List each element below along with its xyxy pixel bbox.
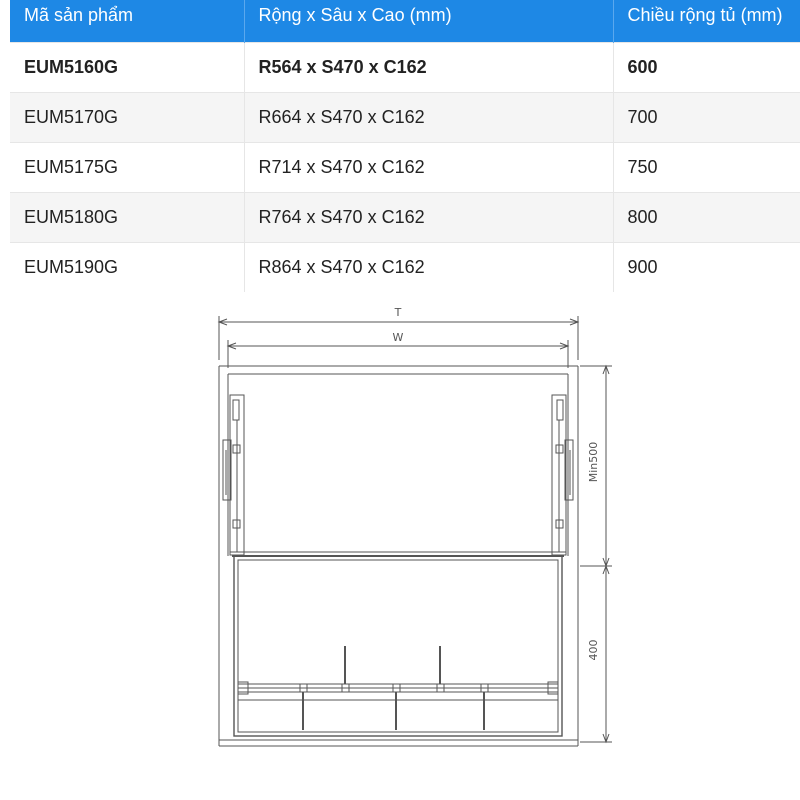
header-dimensions: Rộng x Sâu x Cao (mm) (244, 0, 613, 42)
cell-dimensions: R664 x S470 x C162 (244, 92, 613, 142)
header-product-code: Mã sản phẩm (10, 0, 244, 42)
header-cabinet-width: Chiều rộng tủ (mm) (613, 0, 800, 42)
cell-cabinet-width: 750 (613, 142, 800, 192)
inner-width-label: W (392, 331, 404, 344)
cell-product-code: EUM5160G (10, 42, 244, 92)
cell-product-code: EUM5190G (10, 242, 244, 292)
drawer-height-label: 400 (587, 639, 600, 661)
cell-product-code: EUM5175G (10, 142, 244, 192)
table-row (10, 242, 800, 292)
table-row (10, 42, 800, 92)
right-runner (552, 395, 573, 555)
total-width-label: T (394, 306, 402, 319)
inner-width-dimension (228, 340, 568, 368)
table-row (10, 92, 800, 142)
cell-product-code: EUM5180G (10, 192, 244, 242)
cell-cabinet-width: 700 (613, 92, 800, 142)
left-runner (223, 395, 244, 555)
cell-cabinet-width: 900 (613, 242, 800, 292)
cell-dimensions: R864 x S470 x C162 (244, 242, 613, 292)
spec-table (10, 0, 800, 292)
table-header-row (10, 0, 800, 42)
cell-cabinet-width: 600 (613, 42, 800, 92)
table-row (10, 192, 800, 242)
cell-product-code: EUM5170G (10, 92, 244, 142)
drawer-basket (230, 552, 566, 736)
table-row (10, 142, 800, 192)
cell-dimensions: R714 x S470 x C162 (244, 142, 613, 192)
cell-dimensions: R764 x S470 x C162 (244, 192, 613, 242)
drawer-technical-drawing (0, 300, 800, 800)
cell-cabinet-width: 800 (613, 192, 800, 242)
cell-dimensions: R564 x S470 x C162 (244, 42, 613, 92)
height-dimensions (580, 366, 612, 742)
min-height-label: Min500 (587, 441, 600, 483)
